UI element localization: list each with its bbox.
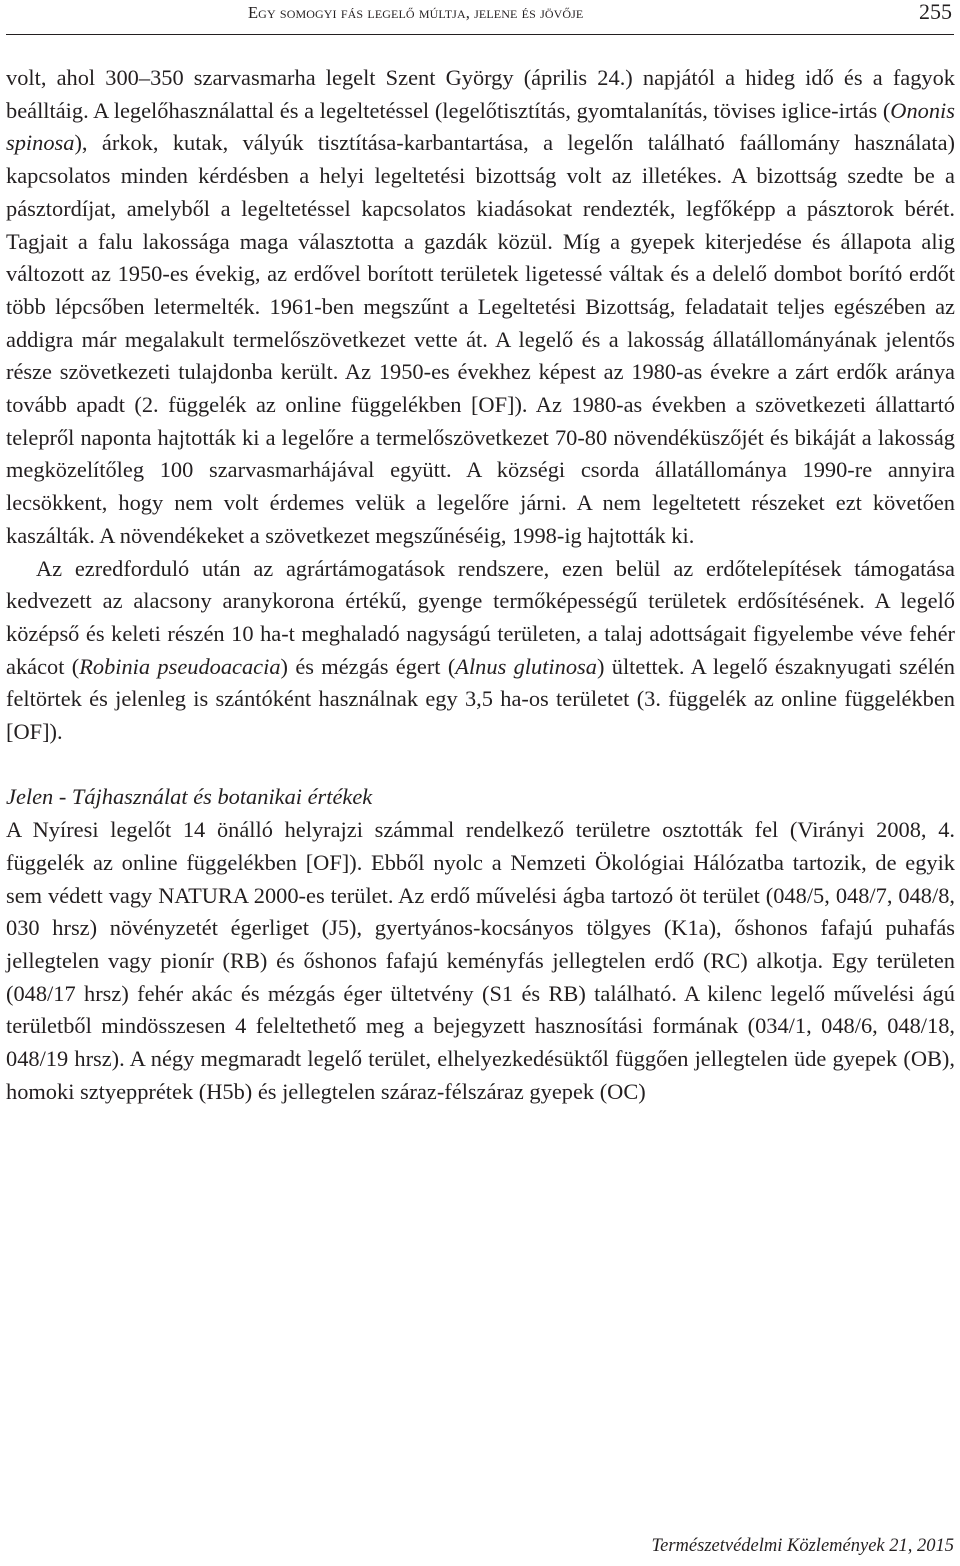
text-run: ), árkok, kutak, vályúk tisztítása-karbantartása, a legelőn található faállomány használata) kapcsolatos minden kérdésben a helyi legeltetési bizottság volt az illetékes. A bizottság szedte be a pásztordíjat, amelyből a legeltetéssel kapcsolatos kiadásokat rendezték, legfőképp a pásztorok bérét. Tagjait a falu lakossága maga választotta a gazdák közül. Míg a gyepek kiterjedése és állapota alig változott az 1950-es évekig, az erdővel borított területek ligetessé váltak és a delelő dombot borító erdőt több lépcsőben letermelték. 1961-ben megszűnt a Legeltetési Bizottság, feladatait teljes egészében az addigra már megalakult termelőszövetkezet vette át. A legelő és a lakosság állatállományának jelentős része szövetkezeti tulajdonba került. Az 1950-es évekhez képest az 1980-as évekre a zárt erdők aránya tovább apadt (2. függelék az online függelékben [OF]). Az 1980-as években a szövetkezeti állattartó telepről naponta hajtották ki a legelőre a termelőszövetkezet 70-80 növendéküszőjét és bikáját a lakosság megközelítőleg 100 szarvasmarhájával együtt. A községi csorda állatállománya 1990-re annyira lecsökkent, hogy nem volt érdemes velük a legelőre járni. A nem legeltetett részeket ezt követően kaszálták. A növendékeket a szövetkezet megszűnéséig, 1998-ig hajtották ki. [6, 130, 955, 548]
header-rule [6, 34, 954, 35]
paragraph-history [6, 62, 955, 553]
paragraph-afforestation [6, 553, 955, 749]
journal-footer: Természetvédelmi Közlemények 21, 2015 [651, 1536, 954, 1556]
species-name: Alnus glutinosa [455, 653, 597, 679]
text-run: ) és mézgás égert ( [280, 653, 456, 679]
article-body [6, 62, 955, 1108]
text-run: Az ezredforduló után az agrártámogatások rendszere, ezen belül az erdőtelepítések támogatása kedvezett az alacsony aranykorona értékű, gyenge termőképességű területek erdősítésének. A legelő középső és keleti részén 10 ha-t meghaladó nagyságú területen, a talaj adottságait figyelembe véve fehér akácot ( [6, 555, 955, 679]
page-number: 255 [919, 0, 952, 24]
species-name: Ononis spinosa [6, 97, 955, 156]
text-run: ) ültettek. A legelő északnyugati szélén feltörtek és jelenleg is szántóként használnak egy 3,5 ha-os területet (3. függelék az online függelékben [OF]). [6, 653, 956, 745]
species-name: Robinia pseudoacacia [79, 653, 281, 679]
text-run: volt, ahol 300–350 szarvasmarha legelt Szent György (április 24.) napjától a hideg idő és a fagyok beálltáig. A legelőhasználattal és a legeltetéssel (legelőtisztítás, gyomtalanítás, tövises iglice-irtás ( [6, 65, 955, 123]
running-title: Egy somogyi fás legelő múltja, jelene és jövője [248, 3, 584, 22]
paragraph-present: A Nyíresi legelőt 14 önálló helyrajzi számmal rendelkező területre osztották fel (Virányi 2008, 4. függelék az online függelékben [OF]). Ebből nyolc a Nemzeti Ökológiai Hálózatba tartozik, de egyik sem védett vagy NATURA 2000-es terület. Az erdő művelési ágba tartozó öt terület (048/5, 048/7, 048/8, 030 hrsz) növényzetét égerliget (J5), gyertyános-kocsányos tölgyes (K1a), őshonos fafajú puhafás jellegtelen vagy pionír (RB) és őshonos fafajú keményfás jellegtelen erdő (RC) alkotja. Egy területen (048/17 hrsz) fehér akác és mézgás éger ültetvény (S1 és RB) található. A kilenc legelő művelési ágú területből mindösszesen 4 feleltethető meg a bejegyzett hasznosítási formának (034/1, 048/6, 048/18, 048/19 hrsz). A négy megmaradt legelő terület, elhelyezkedésüktől függően jellegtelen üde gyepek (OB), homoki sztyepprétek (H5b) és jellegtelen száraz-félszáraz gyepek (OC) [6, 817, 955, 1104]
section-heading: Jelen - Tájhasználat és botanikai értékek [6, 784, 373, 810]
page-header [0, 0, 960, 34]
